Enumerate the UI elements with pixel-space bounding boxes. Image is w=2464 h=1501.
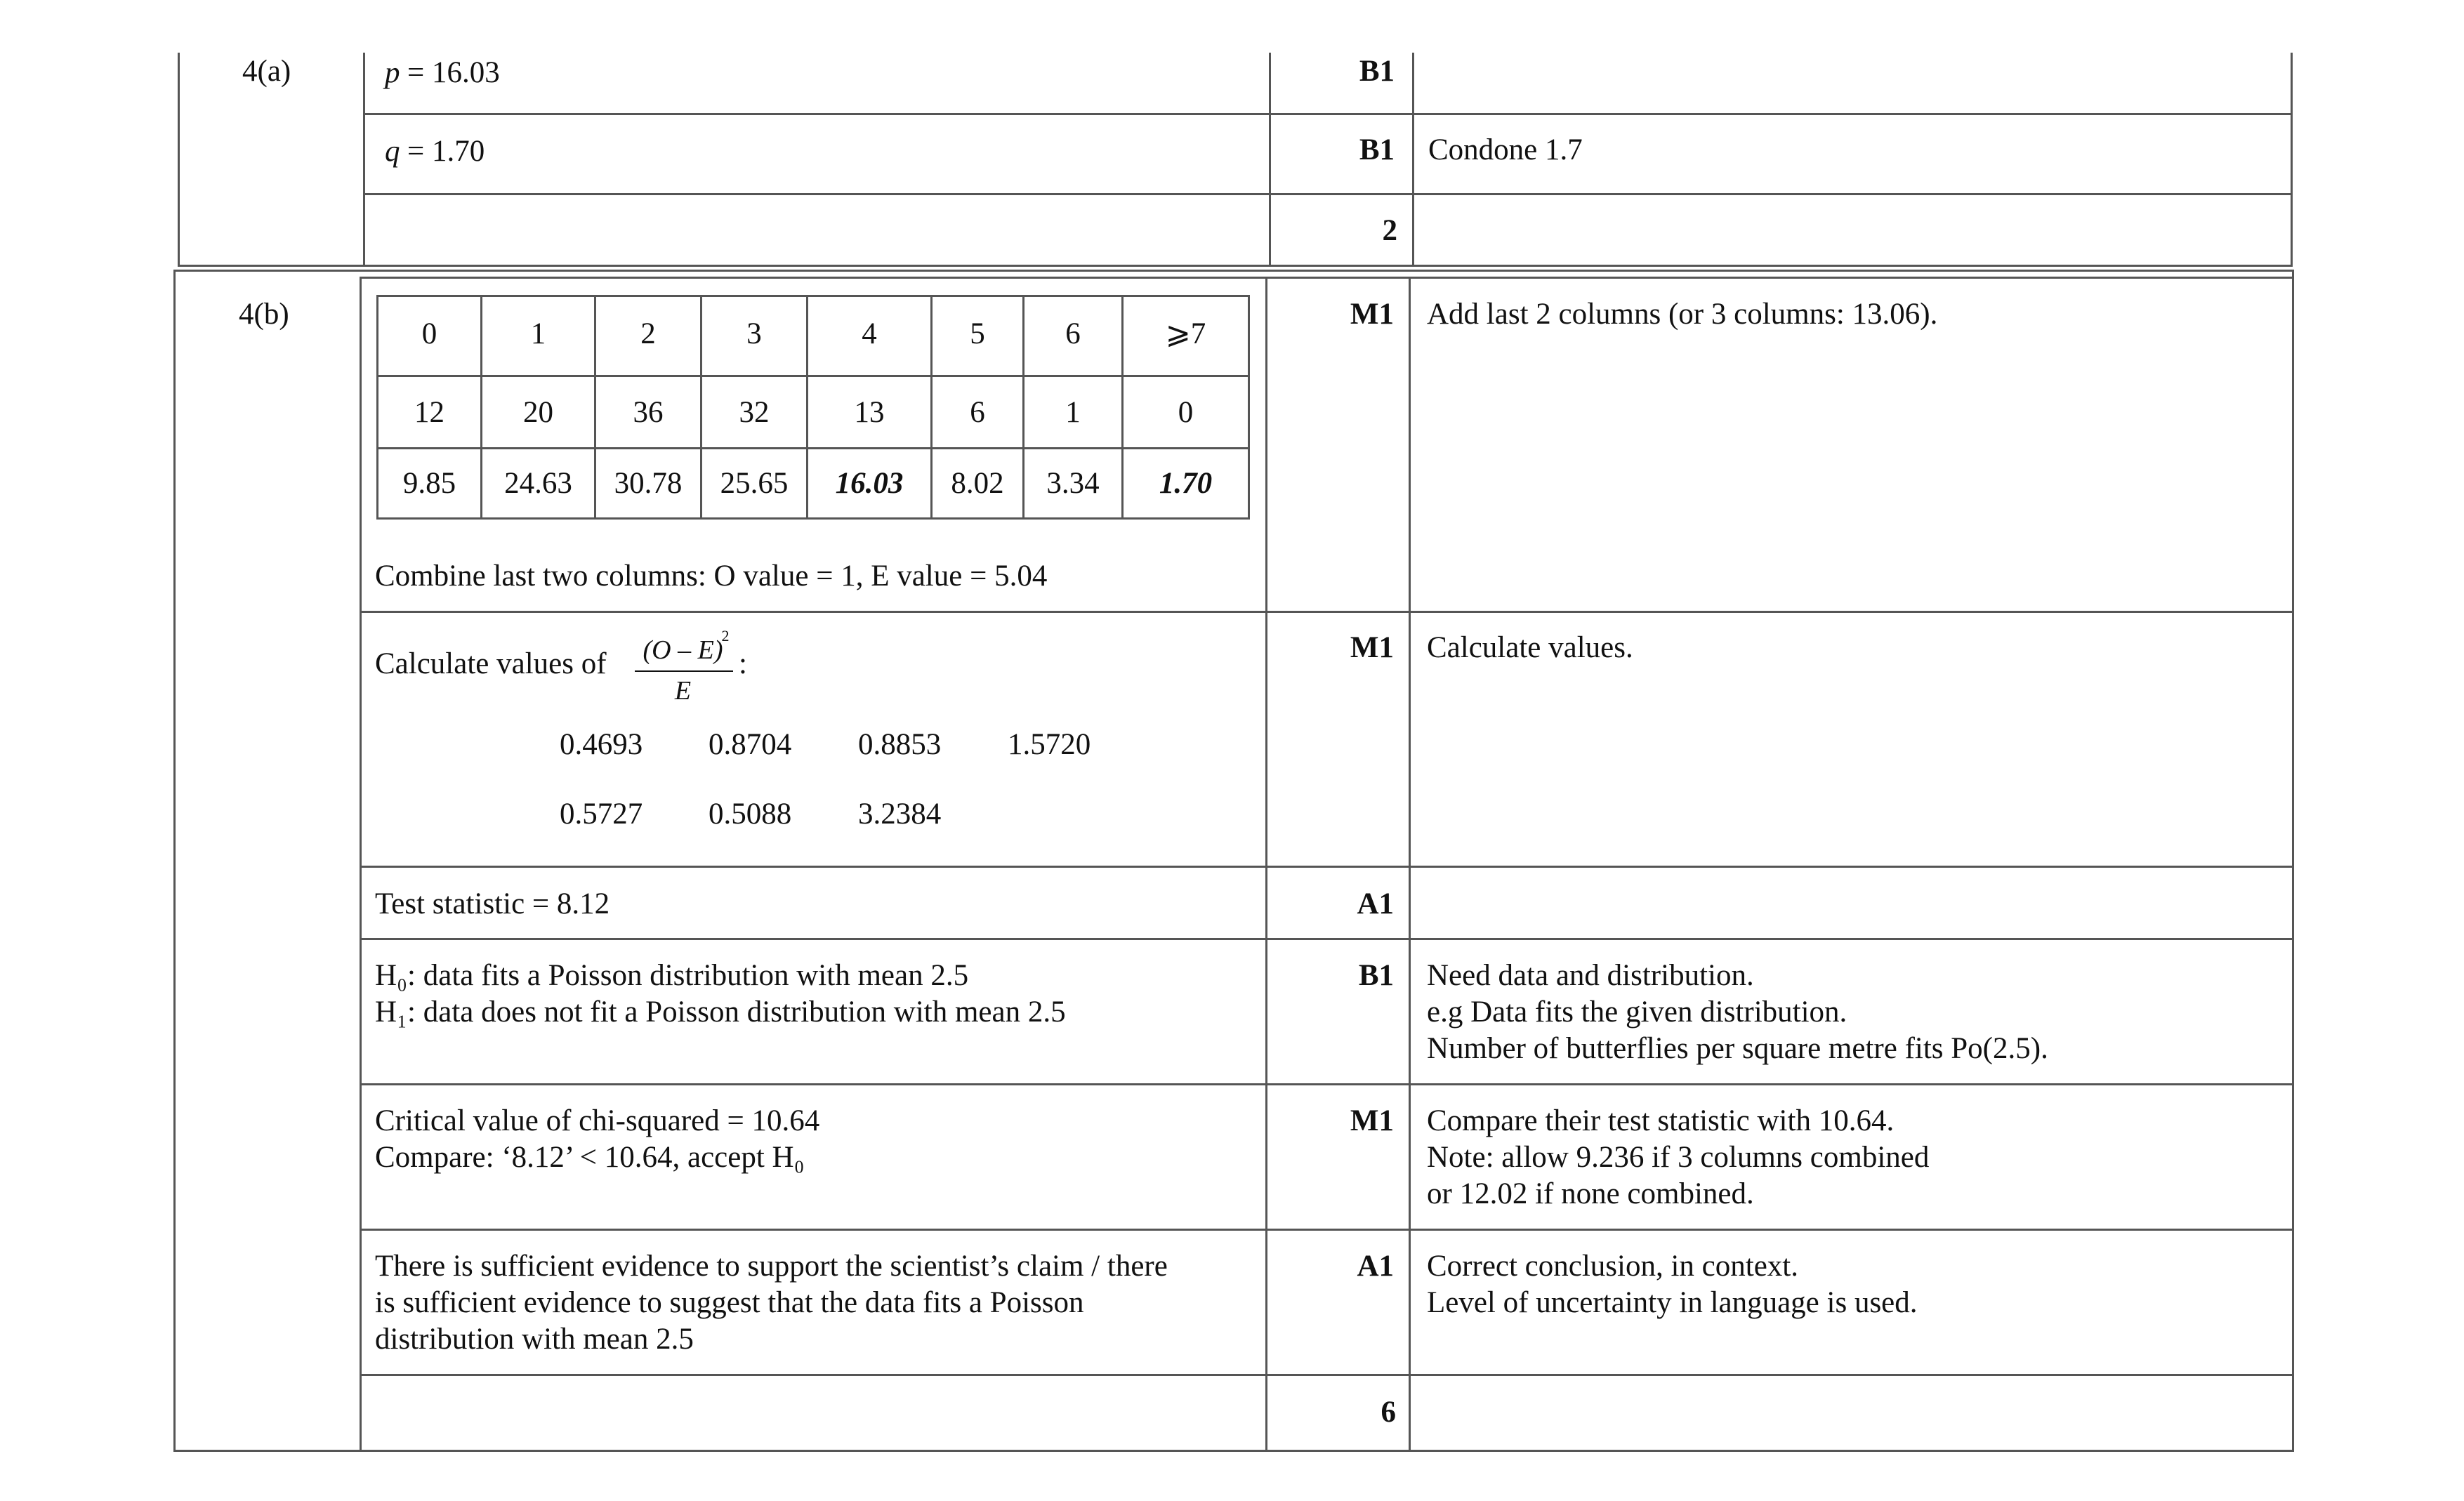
value-r2-0: 0.5727 <box>560 798 643 831</box>
q4a-label: 4(a) <box>242 55 291 88</box>
value-r2-2: 3.2384 <box>858 798 942 831</box>
m1-c-guidance-line: Compare their test statistic with 10.64. <box>1427 1104 1895 1137</box>
p-variable: p <box>385 56 400 89</box>
table-header-cell: 1 <box>530 317 546 350</box>
conclusion-line: distribution with mean 2.5 <box>375 1323 694 1356</box>
a1-b-guidance-line: Correct conclusion, in context. <box>1427 1250 1798 1283</box>
table-header-cell: 0 <box>421 317 437 350</box>
table-header-cell: 4 <box>862 317 877 350</box>
value-r1-0: 0.4693 <box>560 728 643 761</box>
m1-b-mark: M1 <box>1350 631 1394 664</box>
null-hypothesis: H₀: data fits a Poisson distribution with mean 2.5 <box>375 959 969 992</box>
alt-hypothesis: H₁: data does not fit a Poisson distribution with mean 2.5 <box>375 996 1066 1029</box>
expected-cell: 30.78 <box>614 467 683 500</box>
critical-value: Critical value of chi-squared = 10.64 <box>375 1104 820 1137</box>
q-guidance: Condone 1.7 <box>1428 133 1583 166</box>
table-header-cell: ⩾7 <box>1165 317 1206 350</box>
a1-a-mark: A1 <box>1357 887 1394 920</box>
observed-cell: 6 <box>970 396 985 429</box>
observed-cell: 32 <box>739 396 770 429</box>
expected-cell: 24.63 <box>504 467 572 500</box>
fraction-denominator: E <box>674 676 692 706</box>
q4b-total: 6 <box>1381 1396 1396 1429</box>
q4b-label: 4(b) <box>239 298 289 331</box>
b1-guidance-line: Need data and distribution. <box>1427 959 1754 992</box>
expected-cell: 9.85 <box>402 467 456 500</box>
compare-statement: Compare: ‘8.12’ < 10.64, accept H₀ <box>375 1141 805 1174</box>
conclusion-line: There is sufficient evidence to support the scientist’s claim / there <box>375 1250 1168 1283</box>
test-statistic: Test statistic = 8.12 <box>375 887 610 920</box>
q4a-total: 2 <box>1382 214 1397 247</box>
m1-c-guidance-line: Note: allow 9.236 if 3 columns combined <box>1427 1141 1930 1174</box>
observed-cell: 13 <box>854 396 885 429</box>
expected-cell: 25.65 <box>720 467 789 500</box>
calc-label: Calculate values of <box>375 647 607 680</box>
table-header-cell: 5 <box>970 317 985 350</box>
m1-a-guidance: Add last 2 columns (or 3 columns: 13.06). <box>1427 298 1938 331</box>
expected-cell-p: 16.03 <box>835 467 904 500</box>
table-header-cell: 2 <box>640 317 656 350</box>
m1-c-guidance-line: or 12.02 if none combined. <box>1427 1177 1754 1210</box>
p-value: = 16.03 <box>407 56 500 89</box>
b1-guidance-line: Number of butterflies per square metre fits Po(2.5). <box>1427 1032 2048 1065</box>
observed-cell: 36 <box>633 396 664 429</box>
b1-guidance-line: e.g Data fits the given distribution. <box>1427 996 1847 1029</box>
a1-b-mark: A1 <box>1357 1250 1394 1283</box>
q-value: = 1.70 <box>407 135 485 168</box>
table-header-cell: 6 <box>1065 317 1081 350</box>
expected-cell: 8.02 <box>951 467 1004 500</box>
calc-colon: : <box>739 647 747 680</box>
table-header-cell: 3 <box>746 317 762 350</box>
fraction-numerator: (O – E) <box>643 635 723 665</box>
observed-cell: 0 <box>1178 396 1194 429</box>
combine-text: Combine last two columns: O value = 1, E value = 5.04 <box>375 560 1048 593</box>
m1-b-guidance: Calculate values. <box>1427 631 1633 664</box>
q-mark: B1 <box>1359 133 1395 166</box>
conclusion-line: is sufficient evidence to suggest that the data fits a Poisson <box>375 1286 1084 1319</box>
value-r2-1: 0.5088 <box>709 798 792 831</box>
value-r1-1: 0.8704 <box>709 728 792 761</box>
m1-c-mark: M1 <box>1350 1104 1394 1137</box>
value-r1-3: 1.5720 <box>1008 728 1091 761</box>
a1-b-guidance-line: Level of uncertainty in language is used. <box>1427 1286 1918 1319</box>
q-variable: q <box>385 135 400 168</box>
observed-cell: 20 <box>523 396 553 429</box>
p-mark: B1 <box>1359 55 1395 88</box>
b1-mark: B1 <box>1358 959 1394 992</box>
observed-cell: 12 <box>414 396 444 429</box>
expected-cell: 3.34 <box>1046 467 1100 500</box>
expected-cell-q: 1.70 <box>1159 467 1213 500</box>
value-r1-2: 0.8853 <box>858 728 942 761</box>
m1-a-mark: M1 <box>1350 298 1394 331</box>
fraction-exponent: 2 <box>721 627 730 644</box>
observed-cell: 1 <box>1065 396 1081 429</box>
